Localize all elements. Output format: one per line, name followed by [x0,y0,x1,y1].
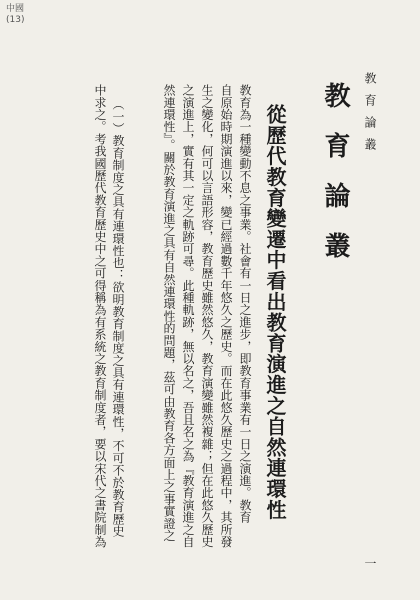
running-title: 教育論叢 [363,72,377,160]
body-column-3: 生之變化，何可以言語形容，教育歷史雖然悠久，教育演變雖然複雜；但在此悠久歷史 [200,84,214,548]
body-column-7: 中求之。考我國歷代教育歷史中之可得稱為有系統之教育制度者，要以宋代之書院制為 [93,84,107,548]
page-title: 教育論叢 [320,82,350,282]
body-column-1: 教育為一種變動不息之事業。社會有一日之進步，即教育事業有一日之演進。教育 [238,84,252,524]
body-column-4: 之演進上，實有其一定之軌跡可尋。此種軌跡，無以名之，吾且名之為『教育演進之自 [181,84,195,548]
library-stamp [6,4,24,26]
body-column-6: （一）教育制度之具有連環性也：欲明教育制度之具有連環性，不可不於教育歷史 [111,98,125,538]
body-column-2: 自原始時期演進以來，變已經過數千年悠久之歷史。而在此悠久歷史之過程中，其所發 [219,84,233,548]
stamp-line-2: (13) [6,15,25,25]
article-subtitle: 從歷代教育變遷中看出教育演進之自然連環性 [263,104,287,520]
body-column-5: 然連環性』。關於教育演進之具有自然連環性的問題，茲可由教育各方面上之事實證之 [162,84,176,542]
page-number: 一 [363,557,377,569]
stamp-line-1: 中國 [6,4,25,14]
